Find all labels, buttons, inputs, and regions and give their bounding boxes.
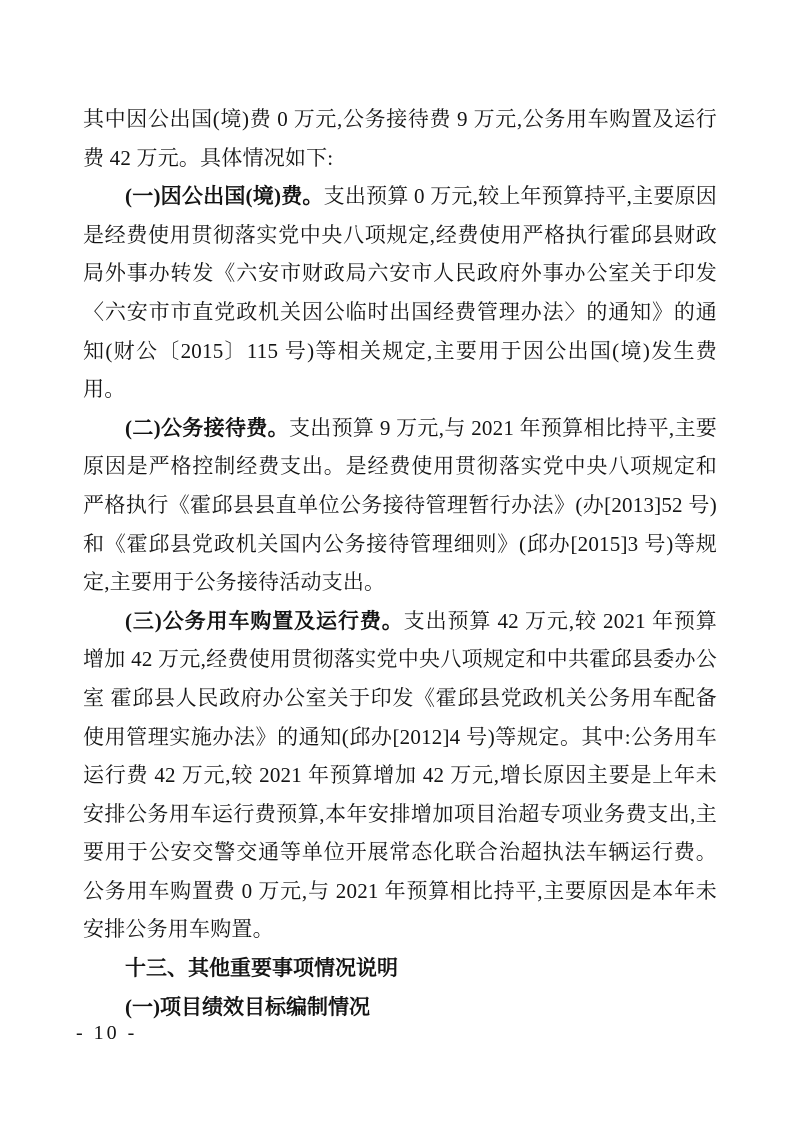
- paragraph-reception-expense: [83, 409, 717, 602]
- paragraph-abroad-expense-lead: (一)因公出国(境)费。: [125, 184, 324, 209]
- paragraph-abroad-expense: [83, 177, 717, 409]
- section-heading-other-important-matters: 十三、其他重要事项情况说明: [125, 956, 398, 981]
- page-number: - 10 -: [76, 1022, 138, 1044]
- paragraph-vehicle-expense-text: 支出预算 42 万元,较 2021 年预算增加 42 万元,经费使用贯彻落实党中央八项规定和中共霍邱县委办公室 霍邱县人民政府办公室关于印发《霍邱县党政机关公务用车配备使用管理实施办法》的通知(邱办[2012]4 号)等规定。其中:公务用车运行费 42 万元,较 2021 年预算增加 42 万元,增长原因主要是上年未安排公务用车运行费预算,本年安排增加项目治超专项业务费支出,主要用于公安交警交通等单位开展常态化联合治超执法车辆运行费。公务用车购置费 0 万元,与 2021 年预算相比持平,主要原因是本年未安排公务用车购置。: [83, 608, 717, 942]
- paragraph-abroad-expense-text: 支出预算 0 万元,较上年预算持平,主要原因是经费使用贯彻落实党中央八项规定,经费使用严格执行霍邱县财政局外事办转发《六安市财政局六安市人民政府外事办公室关于印发〈六安市市直党政机关因公临时出国经费管理办法〉的通知》的通知(财公〔2015〕115 号)等相关规定,主要用于因公出国(境)发生费用。: [83, 184, 718, 402]
- paragraph-vehicle-expense: [83, 602, 717, 949]
- document-body: [83, 100, 717, 1026]
- paragraph-reception-expense-text: 支出预算 9 万元,与 2021 年预算相比持平,主要原因是严格控制经费支出。是经费使用贯彻落实党中央八项规定和严格执行《霍邱县县直单位公务接待管理暂行办法》(办[2013]52 号)和《霍邱县党政机关国内公务接待管理细则》(邱办[2015]3 号)等规定,主要用于公务接待活动支出。: [83, 415, 717, 595]
- paragraph-reception-expense-lead: (二)公务接待费。: [125, 415, 289, 440]
- paragraph-vehicle-expense-lead: (三)公务用车购置及运行费。: [125, 608, 404, 633]
- subsection-heading-performance-targets: (一)项目绩效目标编制情况: [125, 994, 370, 1019]
- paragraph-three-public-summary: 其中因公出国(境)费 0 万元,公务接待费 9 万元,公务用车购置及运行费 42 万元。具体情况如下:: [83, 107, 717, 170]
